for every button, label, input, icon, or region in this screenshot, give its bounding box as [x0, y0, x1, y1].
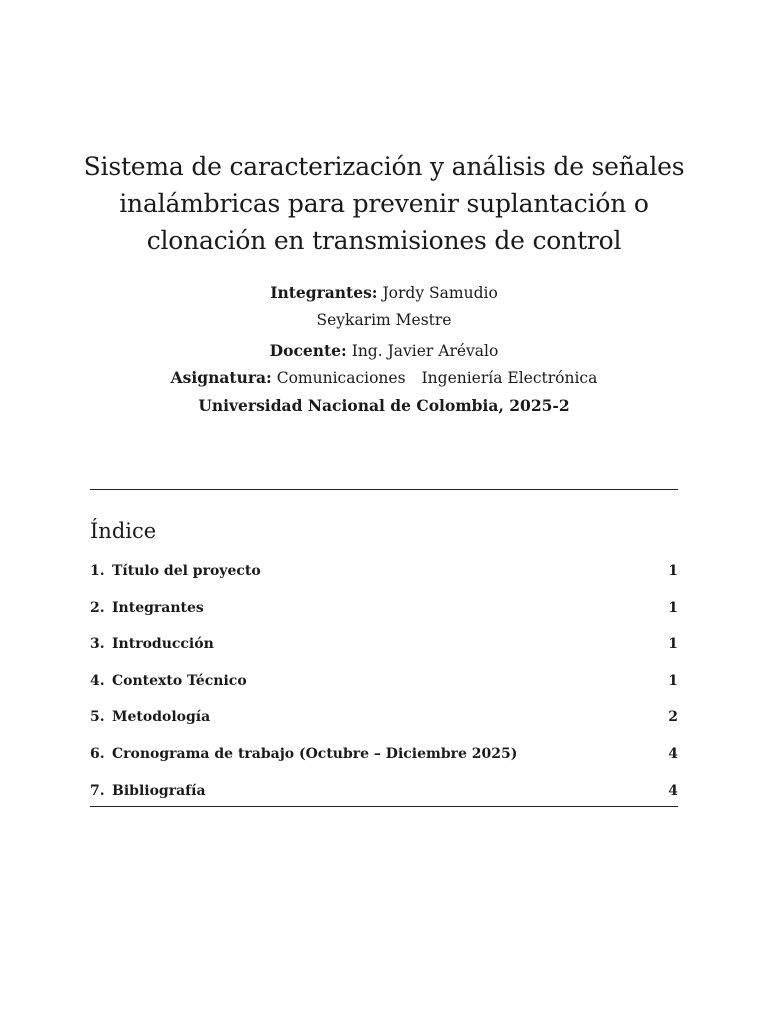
course-subject: Comunicaciones [276, 369, 406, 387]
university-line [60, 396, 708, 416]
toc-item-number: 7. [90, 782, 105, 799]
toc-top-rule [90, 489, 678, 490]
toc-heading: Índice [90, 519, 157, 543]
toc-item-number: 5. [90, 709, 105, 726]
university-name: Universidad Nacional de Colombia, 2025-2 [198, 396, 570, 415]
document-title [60, 148, 708, 259]
teacher-line [60, 341, 708, 361]
toc-item[interactable] [90, 560, 678, 597]
toc-item-page: 4 [668, 782, 678, 799]
title-line: clonación en transmisiones de control [146, 226, 622, 255]
toc-item[interactable] [90, 706, 678, 743]
toc-item-page: 1 [668, 636, 678, 653]
course-program: Ingeniería Electrónica [421, 369, 598, 387]
toc-item-number: 4. [90, 672, 105, 689]
toc-item-title: Cronograma de trabajo (Octubre – Diciembre 2025) [112, 745, 518, 762]
course-line [60, 368, 708, 388]
course-label: Asignatura: [170, 368, 272, 387]
members-line-2 [60, 310, 708, 330]
title-line: Sistema de caracterización y análisis de señales [83, 152, 685, 181]
toc-item-number: 1. [90, 563, 105, 579]
toc-item-page: 1 [668, 563, 678, 579]
toc-item-page: 2 [668, 709, 678, 726]
title-line: inalámbricas para prevenir suplantación o [119, 189, 649, 218]
toc-item-title: Metodología [112, 709, 211, 726]
toc-item[interactable] [90, 780, 678, 817]
member-name: Seykarim Mestre [316, 311, 452, 329]
member-name: Jordy Samudio [382, 284, 498, 302]
toc-item-page: 1 [668, 672, 678, 689]
teacher-label: Docente: [269, 341, 347, 360]
toc-item-title: Contexto Técnico [112, 672, 247, 689]
toc-item[interactable] [90, 670, 678, 707]
toc-item-page: 1 [668, 599, 678, 616]
toc-item-number: 2. [90, 599, 105, 616]
toc-item-page: 4 [668, 745, 678, 762]
toc-item-number: 6. [90, 745, 105, 762]
toc-item-title: Introducción [112, 636, 214, 653]
members-label: Integrantes: [270, 283, 378, 302]
toc-list [90, 560, 678, 816]
toc-item-title: Título del proyecto [112, 563, 261, 579]
toc-bottom-rule [90, 806, 678, 807]
toc-item-title: Bibliografía [112, 782, 206, 799]
toc-item[interactable] [90, 743, 678, 780]
toc-item-number: 3. [90, 636, 105, 653]
members-line [60, 283, 708, 303]
toc-item[interactable] [90, 597, 678, 634]
toc-item[interactable] [90, 633, 678, 670]
teacher-name: Ing. Javier Arévalo [351, 342, 499, 360]
toc-item-title: Integrantes [112, 599, 204, 616]
